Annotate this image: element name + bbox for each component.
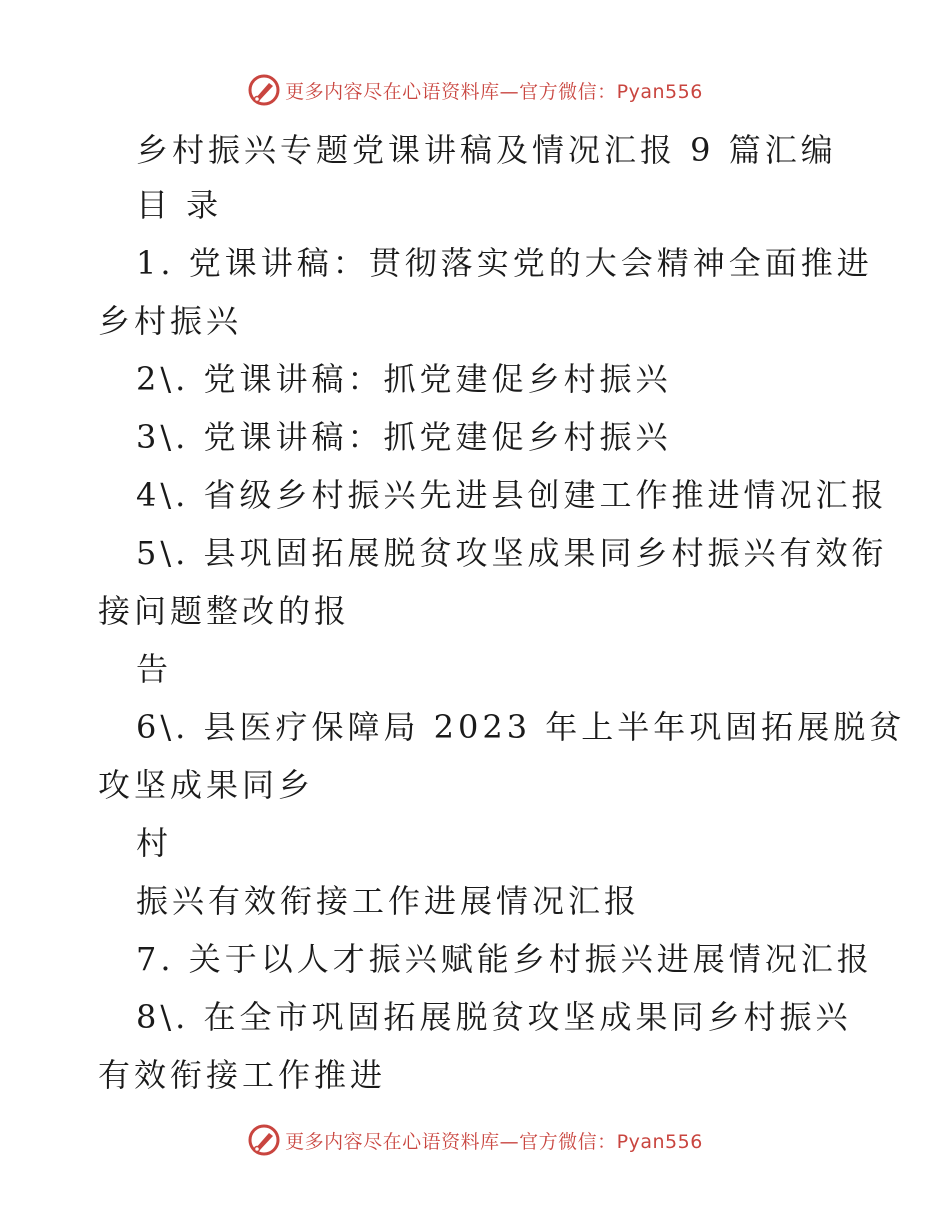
toc-line: 7. 关于以人才振兴赋能乡村振兴进展情况汇报 [136,940,873,978]
toc-line: 6\. 县医疗保障局 2023 年上半年巩固拓展脱贫 [136,708,906,746]
toc-heading: 目 录 [136,186,223,224]
toc-line: 攻坚成果同乡 [98,766,315,804]
toc-line: 4\. 省级乡村振兴先进县创建工作推进情况汇报 [136,476,888,514]
watermark-text-top: 更多内容尽在心语资料库—官方微信：Pyan556 [285,80,703,103]
watermark-banner-top [0,70,950,110]
document-title: 乡村振兴专题党课讲稿及情况汇报 9 篇汇编 [136,131,837,169]
toc-line: 8\. 在全市巩固拓展脱贫攻坚成果同乡村振兴 [136,998,852,1036]
watermark-text-bottom: 更多内容尽在心语资料库—官方微信：Pyan556 [285,1130,703,1153]
pen-logo-icon [247,1123,281,1157]
toc-line: 乡村振兴 [98,302,243,340]
watermark-banner-bottom [0,1120,950,1160]
toc-line: 告 [136,650,173,688]
toc-line: 村 [136,824,173,862]
pen-logo-icon [247,73,281,107]
toc-line: 有效衔接工作推进 [98,1056,387,1094]
toc-line: 3\. 党课讲稿：抓党建促乡村振兴 [136,418,672,456]
toc-line: 振兴有效衔接工作进展情况汇报 [136,882,641,920]
toc-line: 接问题整改的报 [98,592,351,630]
toc-line: 5\. 县巩固拓展脱贫攻坚成果同乡村振兴有效衔 [136,534,888,572]
toc-line: 1. 党课讲稿：贯彻落实党的大会精神全面推进 [136,244,873,282]
toc-line: 2\. 党课讲稿：抓党建促乡村振兴 [136,360,672,398]
